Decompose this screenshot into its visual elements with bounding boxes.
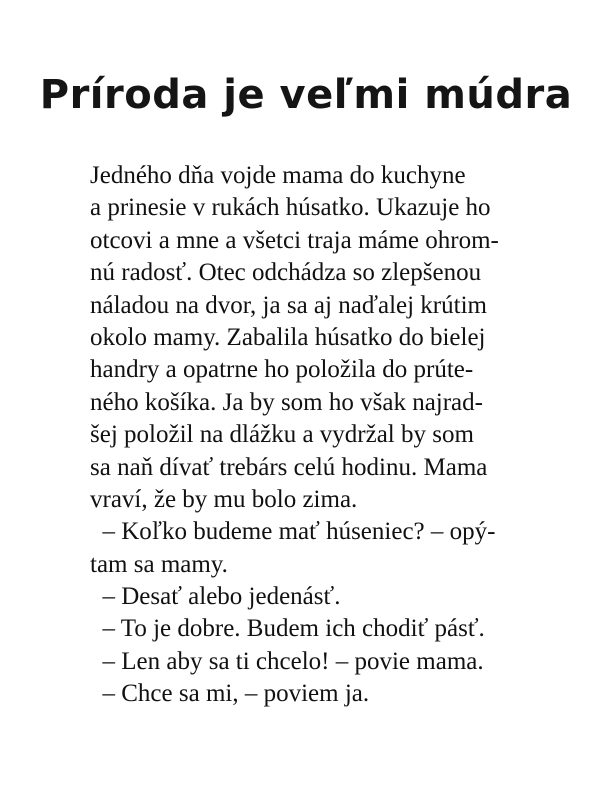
story-text bbox=[90, 160, 550, 711]
text-line: okolo mamy. Zabalila húsatko do bielej bbox=[90, 323, 486, 351]
page-title: Príroda je veľmi múdra bbox=[39, 72, 573, 118]
text-line: handry a opatrne ho položila do prúte- bbox=[90, 356, 474, 384]
text-line: šej položil na dlážku a vydržal by som bbox=[90, 421, 474, 449]
dialogue-line: – Chce sa mi, – poviem ja. bbox=[90, 680, 370, 708]
text-line: vraví, že by mu bolo zima. bbox=[90, 485, 358, 513]
text-line: nú radosť. Otec odchádza so zlepšenou bbox=[90, 259, 482, 287]
text-line: a prinesie v rukách húsatko. Ukazuje ho bbox=[90, 194, 491, 222]
text-line: náladou na dvor, ja sa aj naďalej krútim bbox=[90, 291, 487, 319]
text-line: tam sa mamy. bbox=[90, 550, 228, 578]
text-line: sa naň dívať trebárs celú hodinu. Mama bbox=[90, 453, 488, 481]
text-line: ného košíka. Ja by som ho však najrad- bbox=[90, 388, 483, 416]
dialogue-line: – Koľko budeme mať húseniec? – opý- bbox=[90, 518, 496, 546]
dialogue-line: – Len aby sa ti chcelo! – povie mama. bbox=[90, 647, 484, 675]
text-line: Jedného dňa vojde mama do kuchyne bbox=[90, 162, 466, 189]
dialogue-line: – To je dobre. Budem ich chodiť pásť. bbox=[90, 615, 485, 643]
dialogue-line: – Desať alebo jedenásť. bbox=[90, 583, 341, 611]
text-line: otcovi a mne a všetci traja máme ohrom- bbox=[90, 226, 499, 254]
